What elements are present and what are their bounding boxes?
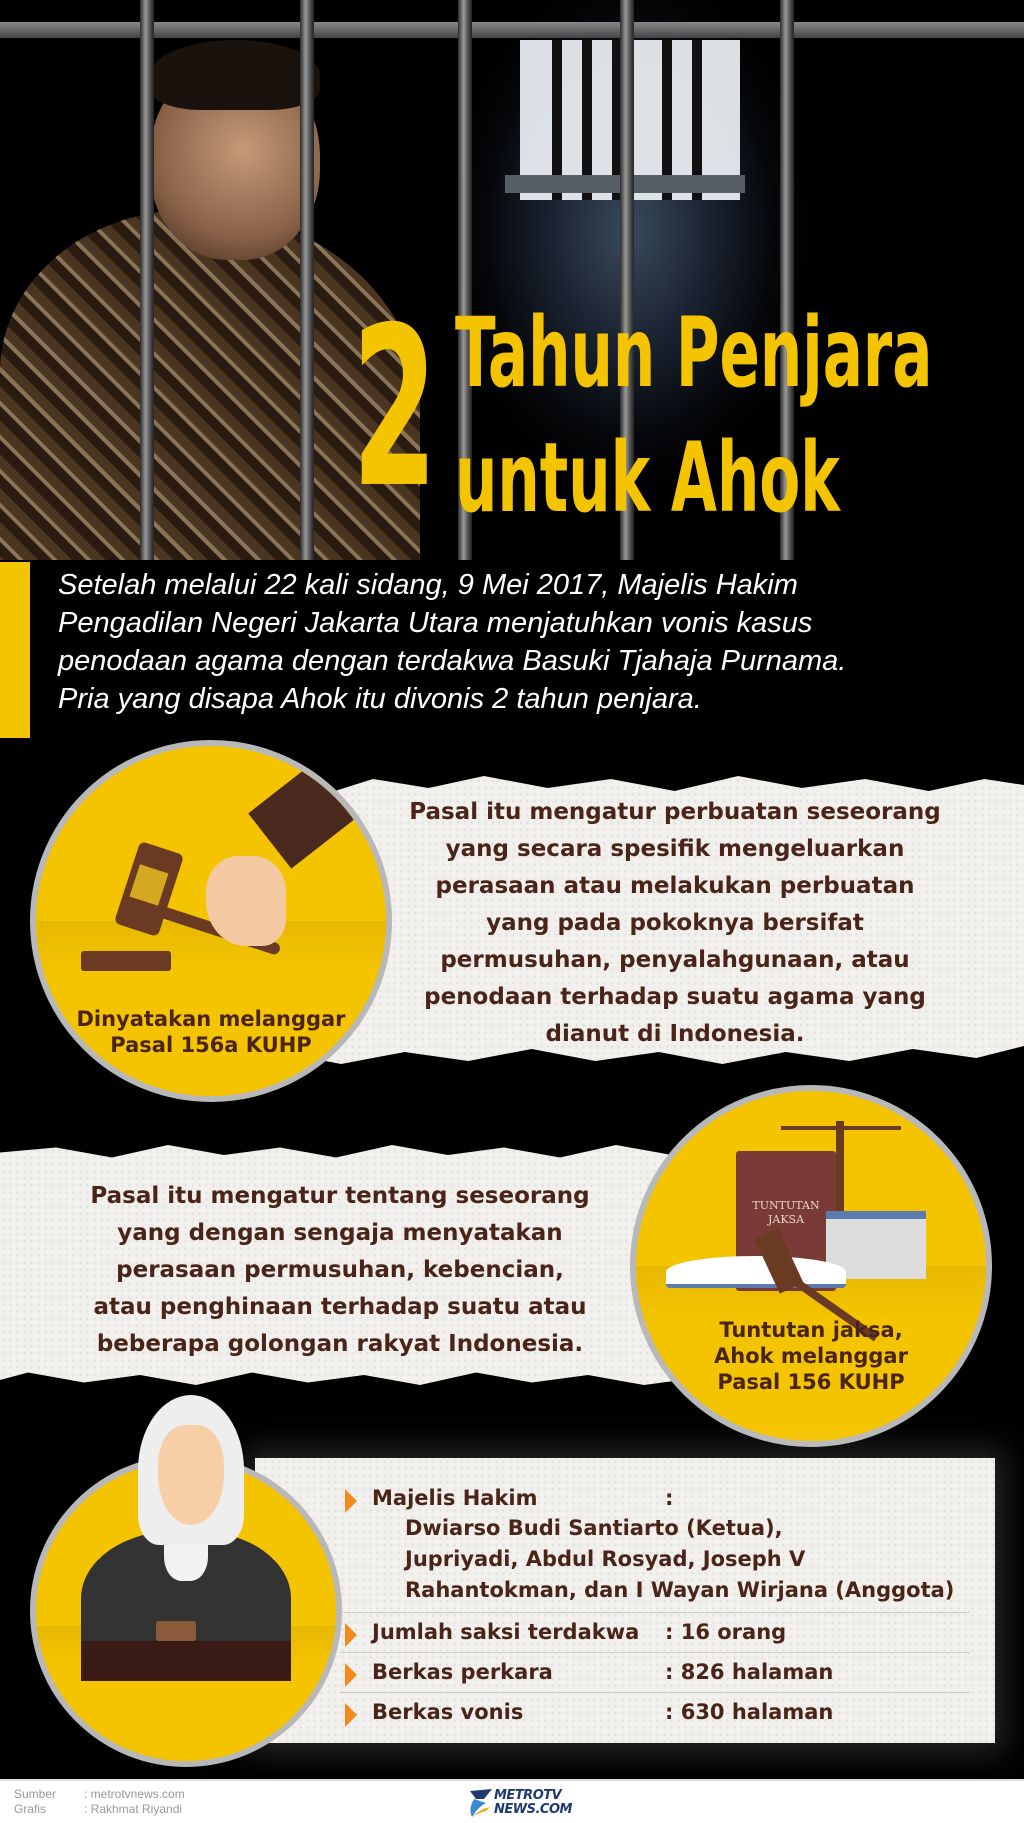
graphic-value: : Rakhmat Riyandi <box>84 1802 183 1816</box>
book-label: JAKSA <box>767 1213 805 1226</box>
eagle-icon <box>466 1785 494 1819</box>
judges-list <box>405 1513 995 1606</box>
info-value: : <box>665 1486 674 1510</box>
title-line-2: untuk Ahok <box>455 422 840 534</box>
caption-line: Tuntutan jaksa, <box>719 1318 903 1342</box>
description-line: atau penghinaan terhadap suatu atau <box>93 1294 587 1320</box>
judges-line: Jupriyadi, Abdul Rosyad, Joseph V <box>405 1547 806 1571</box>
logo-line: NEWS.COM <box>494 1802 572 1817</box>
intro-line: Setelah melalui 22 kali sidang, 9 Mei 2017, Majelis Hakim <box>58 569 798 601</box>
description-line: yang secara spesifik mengeluarkan <box>445 836 905 862</box>
bullet-arrow-icon <box>345 1663 357 1687</box>
prison-bar <box>300 0 314 560</box>
caption-line: Pasal 156a KUHP <box>110 1033 312 1057</box>
scales-beam <box>781 1126 901 1130</box>
prison-bar <box>140 0 154 560</box>
source-label: Sumber <box>14 1787 57 1801</box>
logo-line: METROTV <box>494 1788 562 1803</box>
description-line: Pasal itu mengatur perbuatan seseorang <box>409 799 941 825</box>
gavel-icon <box>156 1621 196 1641</box>
info-label: Berkas perkara <box>372 1660 553 1684</box>
circle-caption <box>636 1317 986 1395</box>
pasal-156-description <box>40 1178 640 1363</box>
judges-line: Rahantokman, dan I Wayan Wirjana (Anggota) <box>405 1578 955 1602</box>
intro-accent-bar <box>0 562 30 738</box>
info-value: : 16 orang <box>665 1620 787 1644</box>
book-label: TUNTUTAN <box>752 1199 820 1212</box>
caption-line: Ahok melanggar <box>714 1344 908 1368</box>
sound-block <box>81 951 171 971</box>
bullet-arrow-icon <box>345 1489 357 1513</box>
judge-desk <box>81 1641 291 1681</box>
title-number: 2 <box>352 280 432 536</box>
description-line: Pasal itu mengatur tentang seseorang <box>90 1183 590 1209</box>
graphic-label: Grafis <box>14 1802 47 1816</box>
gavel-hand-circle <box>30 740 392 1102</box>
divider <box>340 1692 970 1693</box>
info-label: Majelis Hakim <box>372 1486 538 1510</box>
person-hair <box>150 40 320 110</box>
description-line: dianut di Indonesia. <box>545 1021 805 1047</box>
description-line: yang pada pokoknya bersifat <box>486 910 864 936</box>
circle-caption <box>36 1006 386 1058</box>
info-value: : 630 halaman <box>665 1700 834 1724</box>
description-line: penodaan terhadap suatu agama yang <box>424 984 926 1010</box>
footer <box>0 1779 1024 1823</box>
bullet-arrow-icon <box>345 1623 357 1647</box>
bullet-arrow-icon <box>345 1703 357 1727</box>
pasal-156a-description <box>370 794 980 1053</box>
judge-face <box>158 1425 224 1525</box>
divider <box>340 1612 970 1613</box>
judges-line: Dwiarso Budi Santiarto (Ketua), <box>405 1516 783 1540</box>
description-line: yang dengan sengaja menyatakan <box>117 1220 563 1246</box>
description-line: perasaan permusuhan, kebencian, <box>116 1257 564 1283</box>
caption-line: Dinyatakan melanggar <box>76 1007 346 1031</box>
graphic-credit <box>14 1802 182 1816</box>
description-line: beberapa golongan rakyat Indonesia. <box>96 1331 584 1357</box>
intro-line: Pengadilan Negeri Jakarta Utara menjatuhkan vonis kasus <box>58 607 813 639</box>
open-book <box>666 1256 846 1288</box>
title-line-1: Tahun Penjara <box>455 297 933 409</box>
description-line: perasaan atau melakukan perbuatan <box>435 873 915 899</box>
divider <box>340 1652 970 1653</box>
intro-line: Pria yang disapa Ahok itu divonis 2 tahun penjara. <box>58 683 702 715</box>
intro-paragraph <box>58 566 1018 718</box>
metrotvnews-logo <box>466 1785 576 1819</box>
info-label: Jumlah saksi terdakwa <box>372 1620 640 1644</box>
intro-line: penodaan agama dengan terdakwa Basuki Tjahaja Purnama. <box>58 645 847 677</box>
info-label: Berkas vonis <box>372 1700 524 1724</box>
info-value: : 826 halaman <box>665 1660 834 1684</box>
source-value: : metrotvnews.com <box>84 1787 185 1801</box>
description-line: permusuhan, penyalahgunaan, atau <box>440 947 910 973</box>
prosecutor-circle <box>630 1085 992 1447</box>
caption-line: Pasal 156 KUHP <box>717 1370 905 1394</box>
source-credit <box>14 1787 185 1801</box>
hand-icon <box>206 856 286 946</box>
